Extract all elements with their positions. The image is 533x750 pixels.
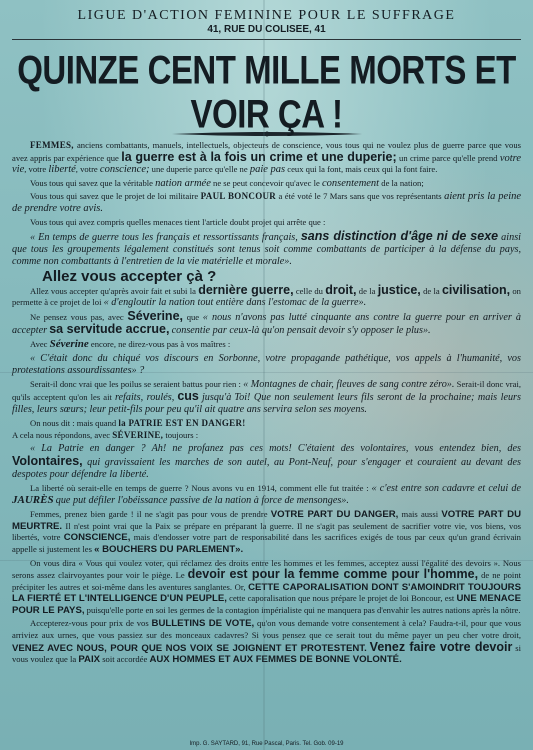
text-run: Séverine xyxy=(49,338,89,351)
text-run: VOTRE PART DU DANGER, xyxy=(270,509,399,521)
text-run: aient pris la peine de prendre votre avis. xyxy=(12,191,522,214)
paragraph xyxy=(12,311,521,337)
text-run: « Montagnes de chair, fleuves de sang contre zéro». xyxy=(243,378,455,390)
text-run: civilisation, xyxy=(441,282,511,297)
text-run: de la xyxy=(358,285,376,296)
text-run: CETTE CAPORALISATION DONT S'AMOINDRIT TOUJOURS LA FIERTÉ ET L'INTELLIGENCE D'UN PEUPLE, xyxy=(12,581,521,605)
text-run: UNE MENACE POUR LE PAYS, xyxy=(12,593,522,616)
text-run: cus xyxy=(177,388,199,403)
paragraph xyxy=(12,178,521,190)
text-run: que put défiler l'obéissance passive de la nation à force de mensonges». xyxy=(55,495,349,507)
text-run: Serait-il donc vrai, qu'ils acceptent qu'on les ait xyxy=(12,378,521,402)
text-run: sa servitude accrue, xyxy=(49,322,170,337)
text-run: « La Patrie en danger ? Ah! ne profanez pas ces mots! C'étaient des volontaires, vous entendez bien, des xyxy=(30,443,521,455)
header-rule xyxy=(12,39,521,40)
text-run: Avec xyxy=(30,339,48,350)
text-run: cette caporalisation que nous prépare le projet de loi Boncour, est xyxy=(229,593,455,604)
text-run: la guerre est à la fois un crime et une duperie; xyxy=(121,149,397,164)
text-run: soit accordée xyxy=(102,654,148,665)
text-run: votre vie xyxy=(12,152,521,176)
text-run: Ne pensez vous pas, avec xyxy=(30,312,124,323)
text-run: puisqu'elle porte en soi les germes de la contagion impérialiste qui ne manquera pas d'envahir les autres nations après la nôtre. xyxy=(86,604,521,615)
paragraph xyxy=(12,443,521,481)
text-run: Toi xyxy=(234,391,248,403)
text-run: la PATRIE EST EN DANGER! xyxy=(118,417,246,428)
address: 41, RUE DU COLISEE, 41 xyxy=(207,24,326,35)
text-run: refaits, roulés, xyxy=(114,391,175,403)
text-run: mais aussi xyxy=(401,509,439,520)
organization-name: LIGUE D'ACTION FEMININE POUR LE SUFFRAGE xyxy=(77,8,456,23)
text-run: une duperie parce qu'elle ne xyxy=(151,164,248,175)
text-run: On nous dit : mais quand xyxy=(30,417,117,428)
text-run: Serait-il donc vrai que les poilus se seraient battus pour rien : xyxy=(30,378,241,389)
text-run: « C'était donc du chiqué vos discours en Sorbonne, votre propagande pathétique, vos appels à l'humanité, vos protestations assourdissantes» ? xyxy=(12,352,521,376)
paragraph xyxy=(12,558,521,617)
text-run: celle du xyxy=(295,285,323,296)
text-run: liberté xyxy=(48,164,76,176)
text-run: PAUL BONCOUR xyxy=(200,191,277,202)
text-run: , votre xyxy=(75,164,98,175)
text-run: conscience; xyxy=(99,164,150,176)
text-run: VENEZ AVEC NOUS, POUR QUE NOS VOIX SE JOIGNENT ET PROTESTENT. xyxy=(12,642,367,654)
printer-imprint: Imp. G. SAYTARD, 91, Rue Pascal, Paris. Tel. Gob. 09-19 xyxy=(189,741,344,747)
section-heading: Allez vous accepter çà ? xyxy=(42,268,217,286)
text-run: ne se peut concevoir qu'avec le xyxy=(213,177,320,188)
text-run: FEMMES, xyxy=(30,140,74,150)
text-run: consentie par ceux-là qu'on pensait devoir s'y opposer le plus». xyxy=(171,325,431,337)
text-run: jusqu'à xyxy=(201,391,232,403)
text-run: dernière guerre, xyxy=(198,282,294,297)
paragraph xyxy=(12,230,521,268)
text-run: devoir est pour la femme comme pour l'homme, xyxy=(187,567,479,582)
text-run: « c'est entre son cadavre et celui de xyxy=(371,483,522,495)
text-run: Allez vous accepter qu'après avoir fait et subi la xyxy=(30,285,196,296)
text-run: de la xyxy=(423,285,440,296)
text-run: mais d'endosser votre part de responsabilité dans les sacrifices exigés de tous par ceux qu'un grand écrivain appelle si justement les xyxy=(12,532,521,554)
text-run: Vous tous qui avez compris quelles menaces tient l'article doubt projet qui arrête que : xyxy=(30,216,326,227)
text-run: Volontaires, xyxy=(12,454,83,469)
text-run: toujours : xyxy=(165,429,199,440)
text-run: droit, xyxy=(325,282,357,297)
text-run: JAURÈS xyxy=(12,494,54,507)
text-run: , votre xyxy=(24,164,47,175)
text-run: justice, xyxy=(377,282,421,297)
text-run: ainsi que tous les groupements légalement constitués sont tenus soit comme combattants de participer à la défense du pays, comme non combattants à l'entretien de la vie matérielle et morale». xyxy=(12,232,521,268)
text-run: que xyxy=(186,312,200,323)
text-run: si vous voulez que la xyxy=(12,642,521,665)
text-run: On vous dira « Vous qui voulez voter, qui réclamez des droits entre les hommes et les femmes, acceptez aussi l'égalité des devoirs ». Nous serons assez clairvoyantes pour voir le piège. Le xyxy=(12,557,521,581)
text-run: Vous tous qui savez que la véritable xyxy=(30,177,153,188)
text-run: de la nation; xyxy=(381,177,424,188)
text-run: anciens combattants, manuels, intellectuels, objecteurs de conscience, vous tous qui ne voulez plus de guerre parce que vous avez appris par expérience que xyxy=(12,140,521,163)
text-run: Séverine, xyxy=(127,309,183,324)
paragraph xyxy=(12,140,521,176)
paragraph xyxy=(12,509,521,555)
text-run: paie pas xyxy=(249,164,286,176)
text-run: nation armée xyxy=(155,177,211,189)
text-run: AUX HOMMES ET AUX FEMMES DE BONNE VOLONTÉ. xyxy=(149,654,402,666)
text-run: sans distinction d'âge ni de sexe xyxy=(300,229,499,244)
text-run: Venez faire votre devoir xyxy=(369,639,513,654)
text-run: Vous tous qui savez que le projet de loi militaire xyxy=(30,191,199,202)
text-run: qui gravissaient les marches de son autel, au Pont-Neuf, pour s'engager et couraient au devant des despotes pour défendre la liberté. xyxy=(12,457,521,481)
paragraph xyxy=(12,339,521,351)
paragraph xyxy=(12,353,521,377)
paragraph xyxy=(12,379,521,416)
text-run: qu'on vous demande votre consentement à cela? Faudra-t-il, pour que vous arriviez aux urnes, que vous passiez sur des monceaux cadavres? Si vous pensez que ce serait tout du même payer un peu cher votre droit, xyxy=(12,618,521,641)
fold-line xyxy=(0,372,533,373)
text-run: BULLETINS DE VOTE, xyxy=(151,618,255,630)
text-run: VOTRE PART DU MEURTRE. xyxy=(12,509,522,532)
paragraph xyxy=(12,282,521,310)
text-run: La liberté où serait-elle en temps de guerre ? Nous avons vu en 1914, comment elle fut traitée : xyxy=(30,483,369,494)
text-run: « nous n'avons pas lutté cinquante ans contre la guerre pour en arriver à accepter xyxy=(12,312,521,337)
paragraph xyxy=(12,483,521,507)
text-run: encore, ne direz-vous pas à vos maîtres : xyxy=(90,339,231,350)
text-run: « En temps de guerre tous les français et ressortissants français, xyxy=(30,232,298,244)
text-run: ceux qui la font, mais ceux qui la font faire. xyxy=(287,164,438,175)
poster-body xyxy=(12,140,521,666)
text-run: de ne point précipiter les autres et soi-même dans les aventures sanglantes. Or, xyxy=(12,570,521,592)
text-run: a été voté le 7 Mars sans que vos représentants xyxy=(278,191,442,202)
text-run: SÉVERINE, xyxy=(112,429,164,440)
text-run: « BOUCHERS DU PARLEMENT». xyxy=(94,543,244,555)
text-run: « d'engloutir la nation tout entière dans l'estomac de la guerre». xyxy=(103,297,367,309)
paragraph xyxy=(12,418,521,441)
paragraph xyxy=(12,618,521,665)
text-run: on permette à ce projet de loi xyxy=(12,285,521,308)
paragraph xyxy=(12,191,521,214)
text-run: Accepterez-vous pour prix de vos xyxy=(30,618,149,629)
text-run: ! Que non seulement leurs fils seront de la prochaine; mais leurs filles, leurs sœurs; leur petit-fils pour peu qu'il ait quatre ans servira selon ses moyens. xyxy=(12,391,521,415)
text-run: consentement xyxy=(321,177,380,189)
text-run: A cela nous répondons, avec xyxy=(12,429,111,440)
fold-line xyxy=(0,560,533,561)
text-run: Femmes, prenez bien garde ! il ne s'agit pas pour vous de prendre xyxy=(30,509,268,520)
text-run: CONSCIENCE, xyxy=(63,532,131,544)
text-run: un crime parce qu'elle prend xyxy=(399,152,498,163)
paragraph xyxy=(12,217,521,229)
poster-header xyxy=(12,8,521,138)
text-run: Il n'est point vrai que la Paix se prépare en préparant la guerre. Il ne s'agit pas seulement de sacrifier votre vie, vos biens, vos libertés, votre xyxy=(12,520,521,543)
poster-title: QUINZE CENT MILLE MORTS ET VOIR ÇA ! xyxy=(17,46,516,136)
text-run: PAIX xyxy=(78,654,101,666)
